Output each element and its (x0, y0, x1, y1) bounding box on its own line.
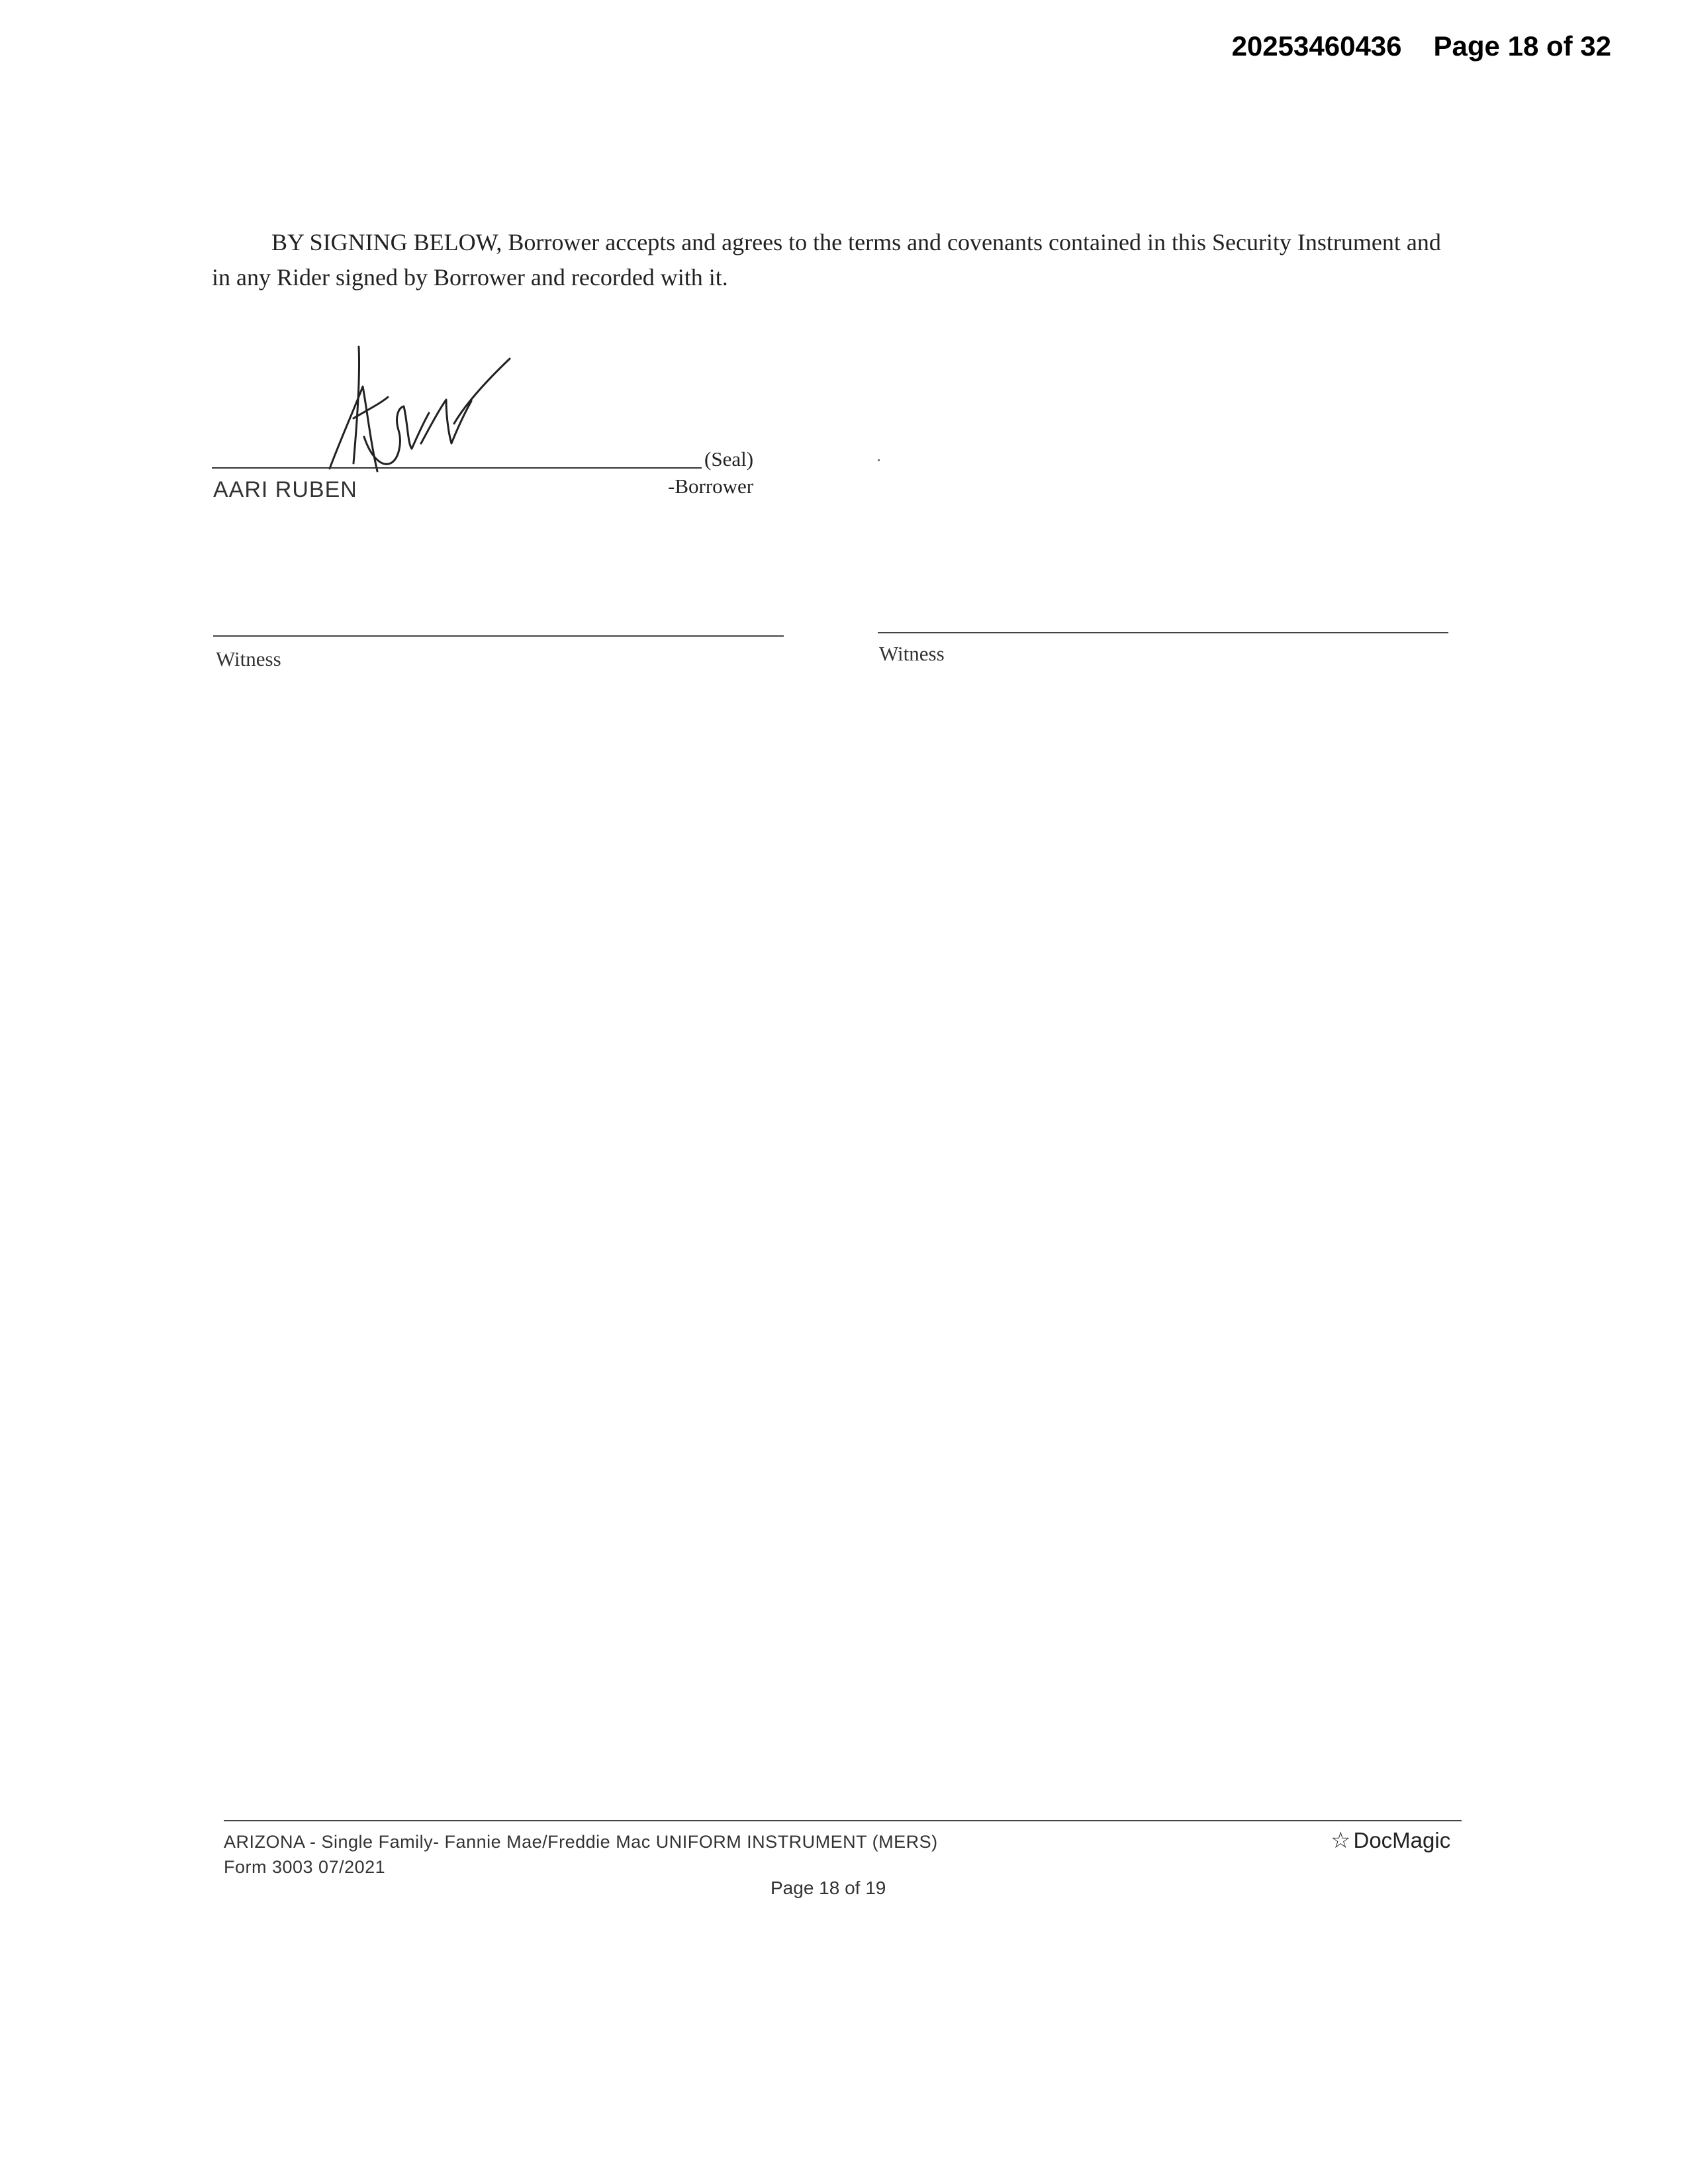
witness-signature-line-right (878, 632, 1448, 633)
witness-label-left: Witness (216, 647, 281, 670)
footer-form-title: ARIZONA - Single Family- Fannie Mae/Freddie Mac UNIFORM INSTRUMENT (MERS) (224, 1832, 938, 1852)
borrower-name: AARI RUBEN (213, 477, 357, 502)
borrower-signature (324, 344, 516, 477)
witness-label-right: Witness (879, 642, 945, 665)
witness-signature-line-left (213, 635, 784, 637)
footer-rule (224, 1820, 1462, 1821)
borrower-role-label: -Borrower (668, 475, 754, 498)
footer-form-number: Form 3003 07/2021 (224, 1857, 386, 1877)
scan-speck (878, 459, 880, 461)
docmagic-brand: DocMagic (1353, 1828, 1451, 1852)
footer-page-number: Page 18 of 19 (771, 1878, 886, 1898)
signing-statement: BY SIGNING BELOW, Borrower accepts and agrees to the terms and covenants contained in this Security Instrument and in any Rider signed by Borrower and recorded with it. (212, 229, 1441, 291)
document-number: 20253460436 (1231, 30, 1402, 62)
docmagic-logo (1331, 1827, 1450, 1854)
borrower-signature-line (212, 467, 702, 469)
recording-header (1232, 30, 1611, 62)
seal-label: (Seal) (704, 447, 754, 471)
star-icon: ☆ (1331, 1828, 1351, 1853)
recording-page-label: Page 18 of 32 (1433, 30, 1611, 62)
